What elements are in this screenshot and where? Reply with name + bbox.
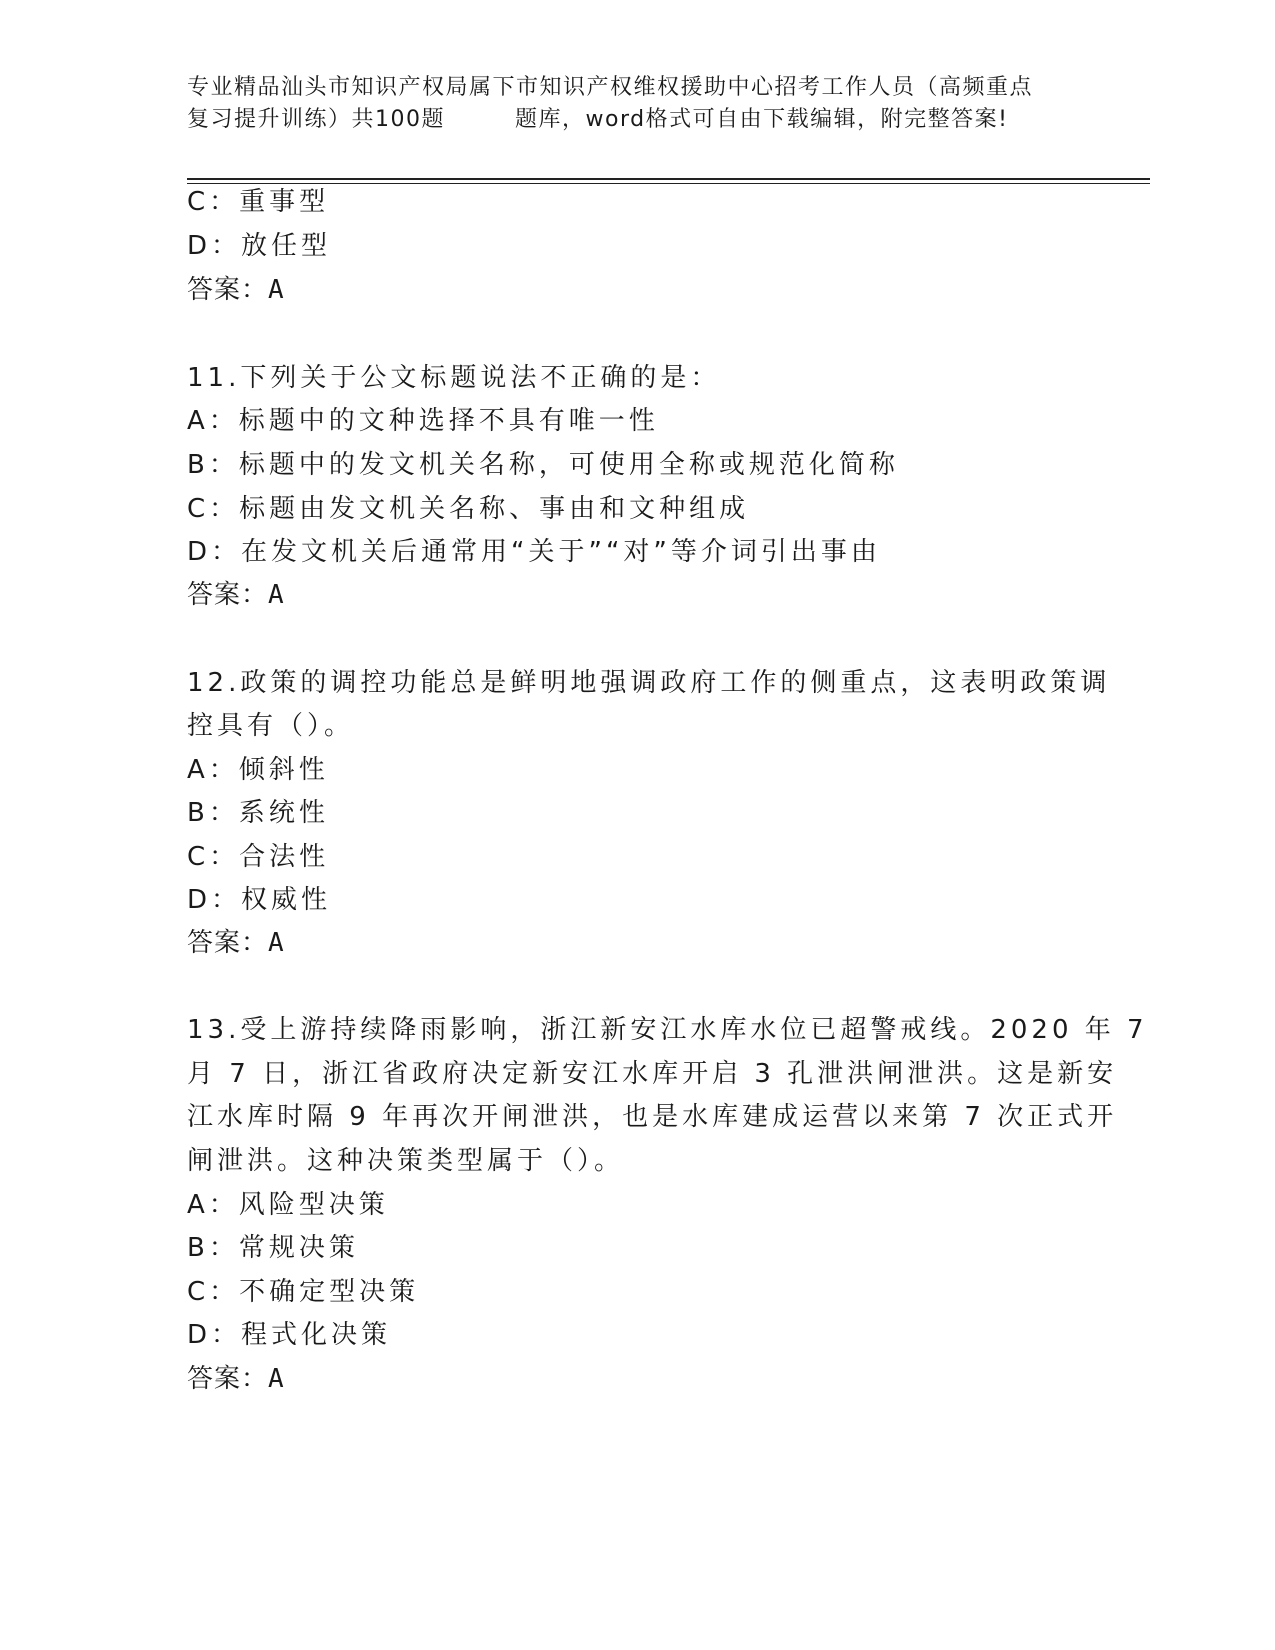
answer-value: A [268,1364,285,1394]
answer-label: 答案： [187,928,269,958]
page-header [187,72,1087,136]
option-b: B：常规决策 [187,1233,359,1263]
option-b: B：系统性 [187,798,329,828]
question-stem: 11.下列关于公文标题说法不正确的是： [187,363,721,393]
question-stem: 月 7 日，浙江省政府决定新安江水库开启 3 孔泄洪闸泄洪。这是新安 [187,1059,1118,1089]
option-d: D：在发文机关后通常用“关于”“对”等介词引出事由 [187,537,881,567]
answer-value: A [268,580,285,610]
option-c: C：不确定型决策 [187,1277,420,1307]
question-stem: 13.受上游持续降雨影响，浙江新安江水库水位已超警戒线。2020 年 7 [187,1015,1148,1045]
answer-label: 答案： [187,275,269,305]
answer-value: A [268,275,285,305]
answer-line [187,272,285,308]
option-a: A：风险型决策 [187,1190,389,1220]
header-rule-thick [187,178,1150,180]
option-c: C：重事型 [187,187,330,217]
option-d: D：放任型 [187,231,332,261]
answer-value: A [268,928,285,958]
question-stem: 江水库时隔 9 年再次开闸泄洪，也是水库建成运营以来第 7 次正式开 [187,1102,1118,1132]
header-line-1: 专业精品汕头市知识产权局属下市知识产权维权援助中心招考工作人员（高频重点 [187,75,1034,100]
header-line-2-right: 题库，word格式可自由下载编辑，附完整答案! [515,107,1009,132]
option-a: A：标题中的文种选择不具有唯一性 [187,406,659,436]
answer-label: 答案： [187,580,269,610]
answer-label: 答案： [187,1364,269,1394]
option-d: D：权威性 [187,885,332,915]
answer-line [187,925,285,961]
header-line-2-left: 复习提升训练）共100题 [187,107,445,132]
option-c: C：标题由发文机关名称、事由和文种组成 [187,494,750,524]
header-line-2 [187,104,1087,136]
answer-line [187,1361,285,1397]
question-stem: 控具有（）。 [187,711,355,741]
option-d: D：程式化决策 [187,1320,392,1350]
question-stem: 12.政策的调控功能总是鲜明地强调政府工作的侧重点，这表明政策调 [187,668,1111,698]
option-b: B：标题中的发文机关名称，可使用全称或规范化简称 [187,450,899,480]
option-c: C：合法性 [187,842,330,872]
question-stem: 闸泄洪。这种决策类型属于（）。 [187,1146,625,1176]
header-rule-thin [187,183,1150,184]
answer-line [187,577,285,613]
option-a: A：倾斜性 [187,755,329,785]
